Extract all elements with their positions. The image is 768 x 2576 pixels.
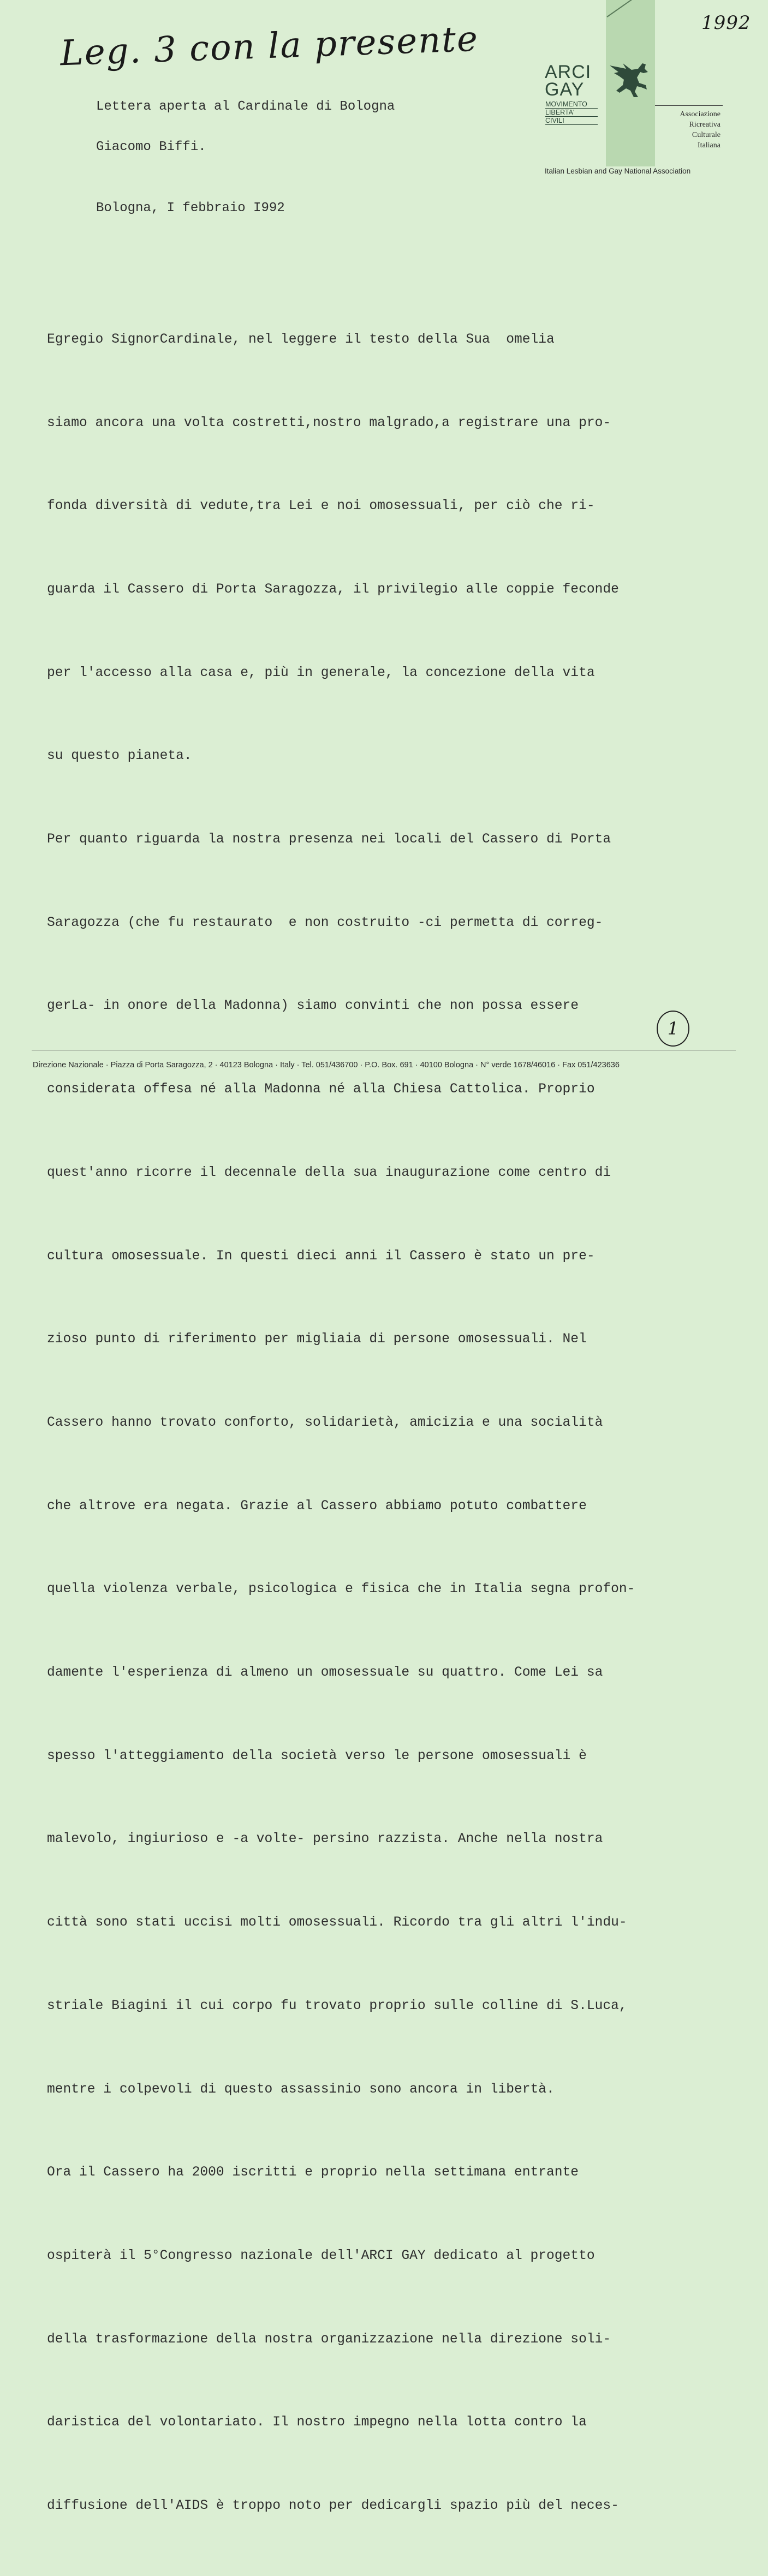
footer-address: Direzione Nazionale · Piazza di Porta Saragozza, 2 · 40123 Bologna · Italy · Tel. 051/436700 · P.O. Box. 691 · 40100 Bologna · N° verde 1678/46016 · Fax 051/423636 xyxy=(33,1061,620,1069)
body-line: gerLa- in onore della Madonna) siamo convinti che non possa essere xyxy=(47,999,579,1014)
body-line: zioso punto di riferimento per migliaia di persone omosessuali. Nel xyxy=(47,1332,587,1347)
handwritten-year: 1992 xyxy=(701,12,751,34)
movement-line-1: MOVIMENTO xyxy=(545,100,598,109)
letter-body xyxy=(47,271,757,2576)
association-line-2: Ricreativa xyxy=(689,121,721,129)
body-line: che altrove era negata. Grazie al Cassero abbiamo potuto combattere xyxy=(47,1498,587,1514)
association-line-3: Culturale xyxy=(692,131,721,139)
page-number: 1 xyxy=(657,1011,689,1047)
movement-line-3: CIVILI xyxy=(545,117,598,125)
body-line: cultura omosessuale. In questi dieci anni il Cassero è stato un pre- xyxy=(47,1248,595,1264)
pegasus-icon xyxy=(608,61,651,99)
association-line-4: Italiana xyxy=(698,141,721,150)
body-line: spesso l'atteggiamento della società verso le persone omosessuali è xyxy=(47,1748,587,1764)
body-line: città sono stati uccisi molti omosessuali. Ricordo tra gli altri l'indu- xyxy=(47,1915,627,1930)
body-line: Cassero hanno trovato conforto, solidarietà, amicizia e una socialità xyxy=(47,1415,603,1430)
letterhead-divider xyxy=(655,105,723,106)
body-line: damente l'esperienza di almeno un omosessuale su quattro. Come Lei sa xyxy=(47,1665,603,1681)
body-line: per l'accesso alla casa e, più in generale, la concezione della vita xyxy=(47,665,595,680)
body-line: ospiterà il 5°Congresso nazionale dell'ARCI GAY dedicato al progetto xyxy=(47,2248,595,2263)
international-name: Italian Lesbian and Gay National Association xyxy=(545,167,691,175)
handwritten-note: Leg. 3 con la presente xyxy=(59,19,480,74)
body-line: siamo ancora una volta costretti,nostro malgrado,a registrare una pro- xyxy=(47,415,611,431)
movement-label xyxy=(545,100,598,125)
body-line: striale Biagini il cui corpo fu trovato proprio sulle colline di S.Luca, xyxy=(47,1998,627,2013)
body-line: fonda diversità di vedute,tra Lei e noi omosessuali, per ciò che ri- xyxy=(47,499,595,514)
movement-line-2: LIBERTA' xyxy=(545,109,598,117)
body-line: su questo pianeta. xyxy=(47,749,192,764)
body-line: guarda il Cassero di Porta Saragozza, il privilegio alle coppie feconde xyxy=(47,582,619,597)
body-line: Ora il Cassero ha 2000 iscritti e proprio nella settimana entrante xyxy=(47,2165,579,2180)
body-line: quella violenza verbale, psicologica e fisica che in Italia segna profon- xyxy=(47,1582,635,1597)
association-label xyxy=(659,109,721,151)
letter-heading-line-1: Lettera aperta al Cardinale di Bologna xyxy=(96,99,395,114)
body-line: quest'anno ricorre il decennale della sua inaugurazione come centro di xyxy=(47,1165,611,1180)
body-line: daristica del volontariato. Il nostro impegno nella lotta contro la xyxy=(47,2415,587,2430)
body-line: malevolo, ingiurioso e -a volte- persino razzista. Anche nella nostra xyxy=(47,1832,603,1847)
letter-dateline: Bologna, I febbraio I992 xyxy=(96,201,285,216)
body-line: Saragozza (che fu restaurato e non costruito -ci permetta di correg- xyxy=(47,915,603,930)
association-line-1: Associazione xyxy=(680,110,721,118)
body-line: mentre i colpevoli di questo assassinio sono ancora in libertà. xyxy=(47,2082,555,2097)
body-line: Egregio SignorCardinale, nel leggere il testo della Sua omelia xyxy=(47,332,555,347)
logo-line-arci: ARCI xyxy=(545,62,592,82)
body-line: della trasformazione della nostra organizzazione nella direzione soli- xyxy=(47,2332,611,2347)
body-line: diffusione dell'AIDS è troppo noto per dedicargli spazio più del neces- xyxy=(47,2499,619,2514)
logo-line-gay: GAY xyxy=(545,79,585,100)
letter-heading-line-2: Giacomo Biffi. xyxy=(96,140,206,154)
letterhead-logo xyxy=(545,63,591,98)
body-line: Per quanto riguarda la nostra presenza nei locali del Cassero di Porta xyxy=(47,832,611,847)
body-line: considerata offesa né alla Madonna né alla Chiesa Cattolica. Proprio xyxy=(47,1082,595,1097)
